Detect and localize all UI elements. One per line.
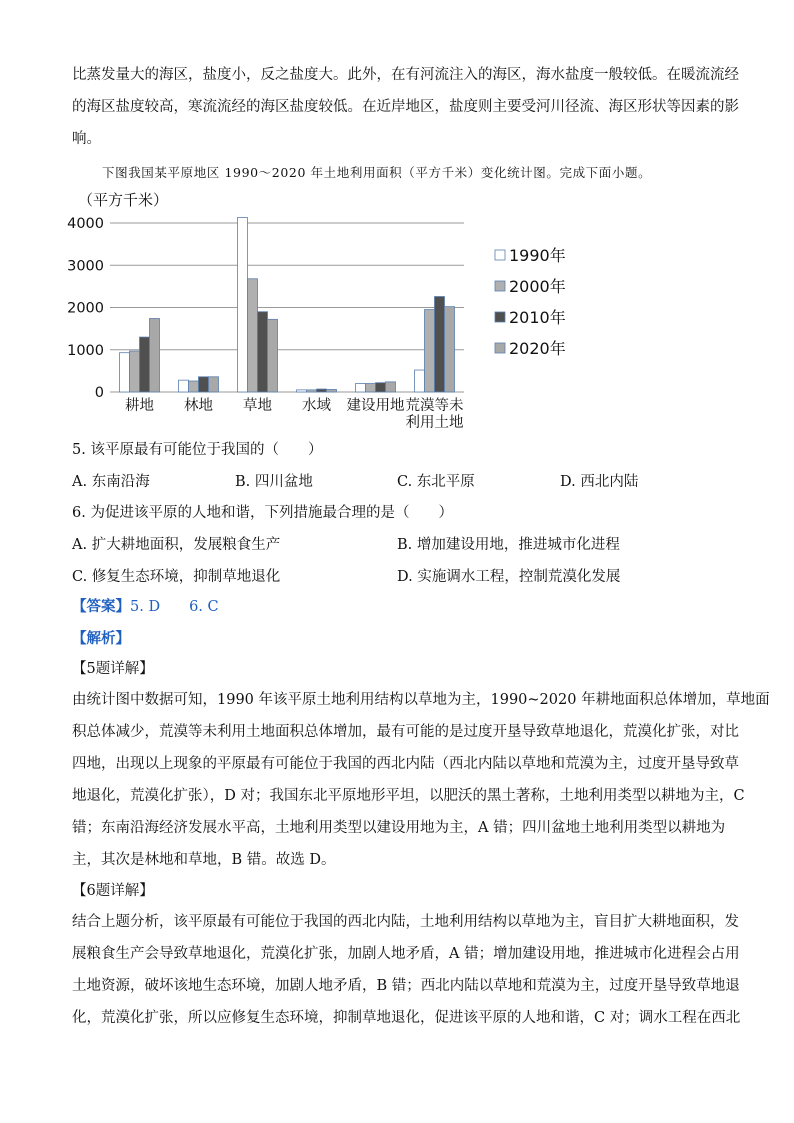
q5-option-d: D. 西北内陆	[560, 474, 639, 490]
intro-line: 比蒸发量大的海区，盐度小，反之盐度大。此外，在有河流注入的海区，海水盐度一般较低。在暖流流经	[72, 67, 739, 83]
land-use-bar-chart	[60, 185, 580, 430]
y-tick-label: 2000	[67, 300, 104, 317]
q5-option-b: B. 四川盆地	[235, 474, 313, 490]
x-tick-label: 林地	[184, 398, 213, 414]
bar	[248, 279, 258, 392]
bar	[268, 319, 278, 392]
q5-detail-line: 地退化，荒漠化扩张），D 对；我国东北平原地形平坦，以肥沃的黑土著称，土地利用类型以耕地为主，C	[72, 788, 745, 804]
bar	[258, 312, 268, 392]
bar	[140, 337, 150, 392]
legend-swatch	[495, 343, 505, 353]
legend-swatch	[495, 312, 505, 322]
bar	[356, 384, 366, 392]
x-tick-label: 水域	[302, 398, 331, 414]
q6-option-d: D. 实施调水工程，控制荒漠化发展	[397, 569, 621, 585]
q6-detail-line: 展粮食生产会导致草地退化，荒漠化扩张，加剧人地矛盾，A 错；增加建设用地，推进城市化进程会占用	[72, 946, 740, 962]
x-tick-label: 利用土地	[405, 415, 464, 430]
bar	[238, 218, 248, 392]
answer-row	[72, 597, 219, 617]
q5-detail-heading: 【5题详解】	[72, 661, 154, 677]
y-tick-label: 1000	[67, 342, 104, 359]
q6-detail-line: 土地资源，破坏该地生态环境，加剧人地矛盾，B 错；西北内陆以草地和荒漠为主，过度开垦导致草地退	[72, 978, 740, 994]
figure-caption: 下图我国某平原地区 1990～2020 年土地利用面积（平方千米）变化统计图。完成下面小题。	[102, 165, 652, 180]
bar	[376, 383, 386, 392]
bar	[189, 381, 199, 392]
q6-option-b: B. 增加建设用地，推进城市化进程	[397, 537, 620, 553]
x-tick-label: 草地	[243, 398, 272, 414]
x-tick-label: 耕地	[125, 398, 154, 414]
bar	[435, 297, 445, 392]
y-tick-label: 3000	[67, 258, 104, 275]
x-tick-label: 建设用地	[346, 398, 405, 414]
q6-option-c: C. 修复生态环境，抑制草地退化	[72, 569, 281, 585]
bar	[130, 351, 140, 392]
legend-swatch	[495, 250, 505, 260]
q6-detail-line: 结合上题分析，该平原最有可能位于我国的西北内陆，土地利用结构以草地为主，盲目扩大耕地面积，发	[72, 914, 739, 930]
intro-line: 的海区盐度较高，寒流流经的海区盐度较低。在近岸地区，盐度则主要受河川径流、海区形状等因素的影	[72, 99, 739, 115]
q5-detail-line: 主，其次是林地和草地，B 错。故选 D。	[72, 852, 336, 868]
y-tick-label: 0	[94, 385, 104, 401]
q5-option-c: C. 东北平原	[397, 474, 475, 490]
bar	[307, 390, 317, 392]
q5-detail-line: 由统计图中数据可知，1990 年该平原土地利用结构以草地为主，1990~2020 年耕地面积总体增加，草地面	[72, 692, 770, 708]
q5-option-a: A. 东南沿海	[72, 474, 150, 490]
legend-swatch	[495, 281, 505, 291]
q6-detail-line: 化，荒漠化扩张，所以应修复生态环境，抑制草地退化，促进该平原的人地和谐，C 对；调水工程在西北	[72, 1010, 741, 1026]
q5-detail-line: 积总体减少，荒漠等未利用土地面积总体增加，最有可能的是过度开垦导致草地退化，荒漠化扩张，对比	[72, 724, 739, 740]
y-tick-label: 4000	[67, 216, 104, 232]
legend-label: 2000年	[509, 277, 566, 296]
bar	[386, 382, 396, 392]
question-6-stem: 6. 为促进该平原的人地和谐，下列措施最合理的是（ ）	[72, 505, 453, 521]
x-tick-label: 荒漠等未	[405, 398, 464, 414]
legend-label: 2010年	[509, 308, 566, 327]
q6-option-a: A. 扩大耕地面积，发展粮食生产	[72, 537, 281, 553]
bar	[209, 377, 219, 392]
legend-label: 1990年	[509, 246, 566, 265]
bar	[199, 377, 209, 392]
analysis-label: 【解析】	[72, 630, 130, 647]
bar	[317, 389, 327, 392]
bar	[425, 310, 435, 392]
bar	[327, 389, 337, 392]
q6-detail-heading: 【6题详解】	[72, 883, 154, 899]
bar	[366, 384, 376, 392]
bar	[150, 318, 160, 392]
answer-text: 5. D 6. C	[130, 599, 219, 615]
bar	[297, 390, 307, 392]
intro-line: 响。	[72, 131, 101, 147]
analysis-heading	[72, 629, 130, 649]
q5-detail-line: 四地，出现以上现象的平原最有可能位于我国的西北内陆（西北内陆以草地和荒漠为主，过度开垦导致草	[72, 756, 739, 772]
legend-label: 2020年	[509, 339, 566, 358]
answer-label: 【答案】	[72, 598, 130, 615]
bar	[415, 370, 425, 392]
bar	[445, 307, 455, 392]
y-axis-label: （平方千米）	[78, 191, 169, 209]
q5-detail-line: 错；东南沿海经济发展水平高，土地利用类型以建设用地为主，A 错；四川盆地土地利用类型以耕地为	[72, 820, 726, 836]
bar	[179, 380, 189, 392]
bar	[120, 353, 130, 392]
question-5-stem: 5. 该平原最有可能位于我国的（ ）	[72, 442, 323, 458]
